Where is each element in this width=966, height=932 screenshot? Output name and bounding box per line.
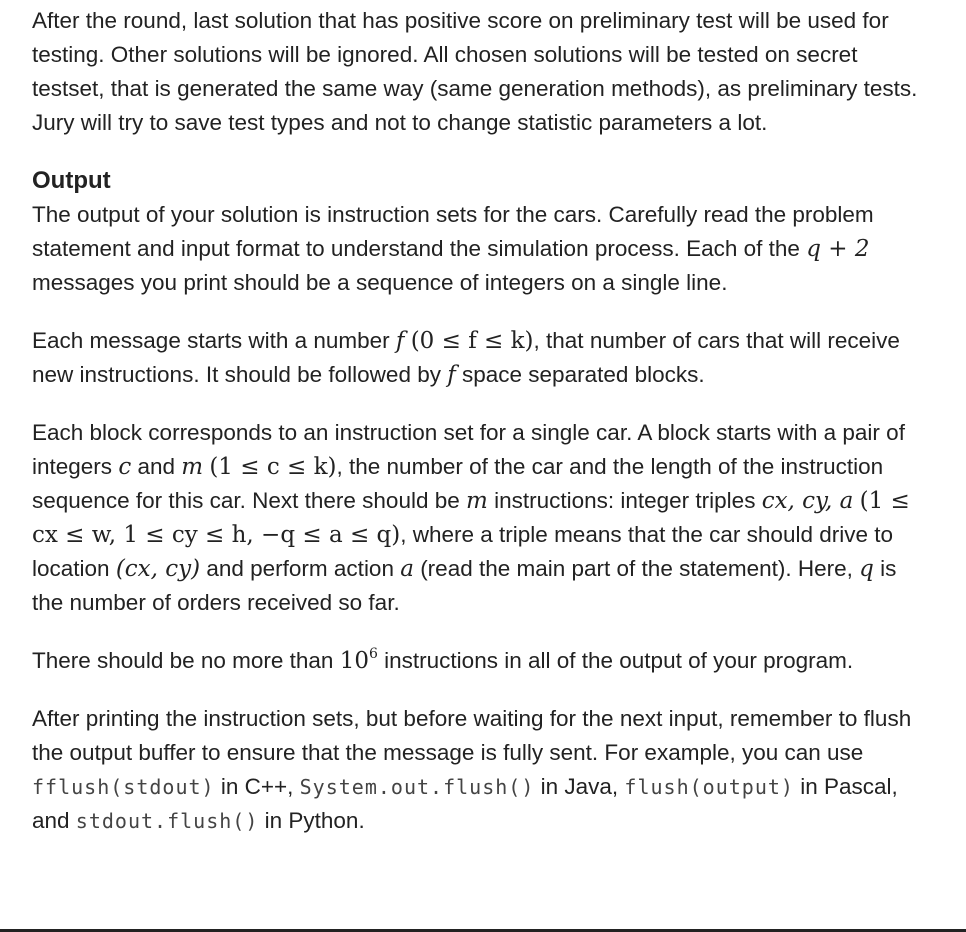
output-paragraph-5 (32, 702, 922, 838)
math-q: q (859, 556, 874, 582)
output-heading: Output (32, 167, 111, 194)
math-power-base: 10 (339, 648, 369, 674)
text-run: , that number of cars that will receive new instructions. It should be followed by (32, 328, 900, 387)
code-pascal-flush: flush(output) (624, 775, 794, 799)
math-c-range: (1 ≤ c ≤ k) (209, 454, 337, 480)
intro-paragraph (32, 4, 922, 140)
output-paragraph-4 (32, 644, 922, 678)
text-run: in C++, (214, 774, 300, 799)
text-run: in Python. (258, 808, 365, 833)
code-cpp-flush: fflush(stdout) (32, 775, 215, 799)
text-run: space separated blocks. (455, 362, 705, 387)
text-run: in Java, (534, 774, 625, 799)
output-paragraph-1 (32, 198, 922, 300)
math-m: m (181, 454, 204, 480)
math-power-exponent: 6 (368, 646, 378, 663)
math-f-range: (0 ≤ f ≤ k) (410, 328, 534, 354)
text-run: messages you print should be a sequence of integers on a single line. (32, 270, 728, 295)
text-run: There should be no more than (32, 648, 340, 673)
text-run: Each block corresponds to an instruction set for a single car. A block starts with a pair of integers (32, 420, 905, 479)
text-run: in Pascal, and (32, 774, 898, 833)
math-c: c (118, 454, 132, 480)
math-m: m (466, 488, 488, 514)
math-location: (cx, cy) (115, 556, 201, 582)
text-run: instructions: integer triples (487, 488, 762, 513)
text-run: The output of your solution is instruction sets for the cars. Carefully read the problem statement and input format to understand the simulation process. Each of the (32, 202, 874, 261)
math-triple-range: (1 ≤ cx ≤ w, 1 ≤ cy ≤ h, −q ≤ a ≤ q) (32, 488, 910, 548)
math-a: a (400, 556, 414, 582)
code-python-flush: stdout.flush() (75, 809, 259, 833)
text-run: and perform action (200, 556, 401, 581)
text-run: , where a triple means that the car should drive to location (32, 522, 894, 581)
math-q-plus-2: q + 2 (806, 236, 870, 262)
intro-text: After the round, last solution that has positive score on preliminary test will be used for testing. Other solutions will be ignored. All chosen solutions will be tested on secret testset, that is generated the same way (same generation methods), as preliminary tests. Jury will try to save test types and not to change statistic parameters a lot. (32, 8, 918, 135)
text-run: instructions in all of the output of your program. (377, 648, 854, 673)
text-run: After printing the instruction sets, but before waiting for the next input, remember to flush the output buffer to ensure that the message is fully sent. For example, you can use (32, 706, 912, 765)
math-f: f (447, 362, 456, 388)
text-run: is the number of orders received so far. (32, 556, 897, 615)
math-f: f (395, 328, 405, 354)
statement-content (32, 4, 922, 838)
text-run: (read the main part of the statement). Here, (413, 556, 860, 581)
text-run: , the number of the car and the length of the instruction sequence for this car. Next there should be (32, 454, 884, 513)
math-triple: cx, cy, a (761, 488, 854, 514)
code-java-flush: System.out.flush() (299, 775, 535, 799)
output-paragraph-3 (32, 416, 922, 620)
text-run: and (131, 454, 182, 479)
text-run: Each message starts with a number (32, 328, 396, 353)
output-paragraph-2 (32, 324, 922, 392)
